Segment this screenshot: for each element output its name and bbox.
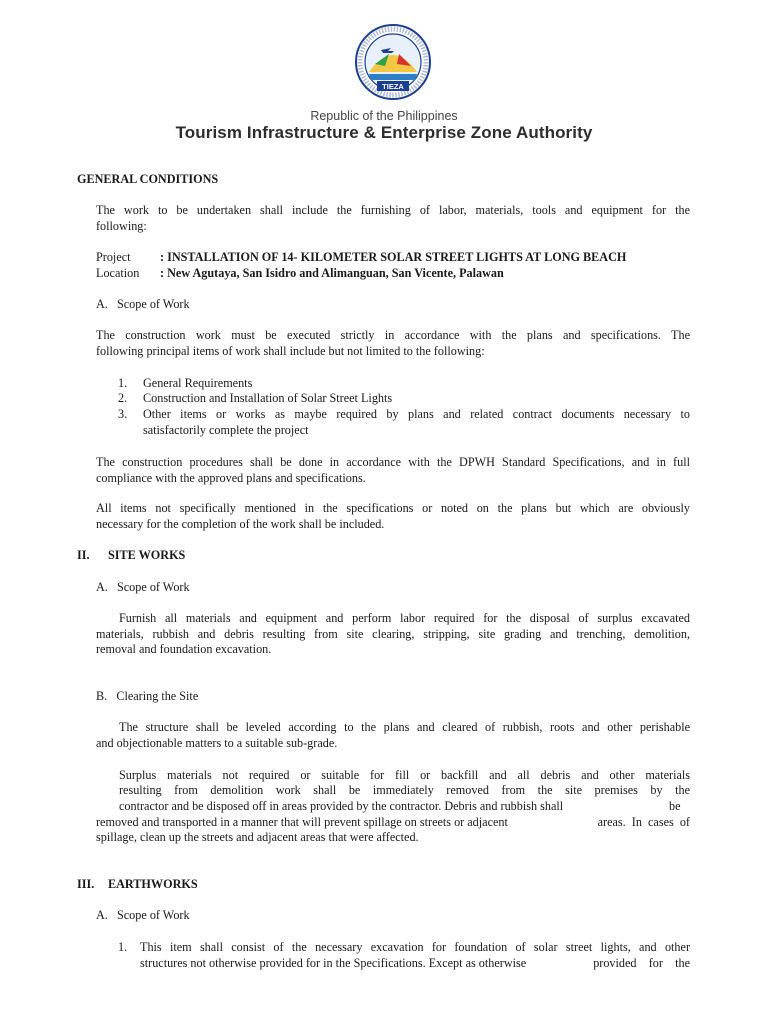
intro-line-1: The work to be undertaken shall include the furnishing of labor, materials, tools and equipment for the — [96, 203, 690, 217]
earthworks-heading: EARTHWORKS — [108, 877, 198, 891]
project-label: Project — [96, 250, 131, 264]
list-item-number: 1. — [118, 376, 128, 390]
letterhead — [0, 0, 768, 160]
earthworks-scope-heading: A. Scope of Work — [96, 908, 190, 922]
surplus-line-4-end: areas. In cases of — [597, 815, 690, 829]
location-value: : New Agutaya, San Isidro and Alimanguan, San Vicente, Palawan — [160, 266, 504, 280]
procedures-line-2: compliance with the approved plans and specifications. — [96, 471, 366, 485]
list-item-text: Other items or works as maybe required by plans and related contract documents necessary to — [143, 407, 690, 421]
list-item-text: Construction and Installation of Solar Street Lights — [143, 391, 393, 405]
site-scope-line-2: materials, rubbish and debris resulting from site clearing, stripping, site grading and trenching, demolition, — [96, 627, 690, 641]
logo-text: TIEZA — [382, 82, 404, 91]
list-item-number: 2. — [118, 391, 128, 405]
section-number: III. — [77, 877, 95, 891]
surplus-line-4: removed and transported in a manner that will prevent spillage on streets or adjacent — [96, 815, 508, 829]
earthworks-item-line-2-end: provided for the — [593, 956, 690, 970]
clearing-line-2: and objectionable matters to a suitable sub-grade. — [96, 736, 338, 750]
section-number: II. — [77, 548, 90, 562]
project-value: : INSTALLATION OF 14- KILOMETER SOLAR STREET LIGHTS AT LONG BEACH — [160, 250, 627, 264]
clearing-site-heading: B. Clearing the Site — [96, 689, 199, 703]
surplus-line-2: resulting from demolition work shall be immediately removed from the site premises by the — [119, 783, 690, 797]
scope-of-work-heading: A. Scope of Work — [96, 297, 190, 311]
scope-paragraph-line-2: following principal items of work shall include but not limited to the following: — [96, 344, 485, 358]
list-item-text: General Requirements — [143, 376, 253, 390]
surplus-line-5: spillage, clean up the streets and adjacent areas that were affected. — [96, 830, 419, 844]
location-label: Location — [96, 266, 140, 280]
all-items-line-2: necessary for the completion of the work shall be included. — [96, 517, 385, 531]
republic-line: Republic of the Philippines — [310, 109, 458, 123]
list-item-number: 1. — [118, 940, 128, 954]
clearing-line-1: The structure shall be leveled according to the plans and cleared of rubbish, roots and other perishable — [119, 720, 690, 734]
earthworks-item-line-1: This item shall consist of the necessary excavation for foundation of solar street lights, and other — [140, 940, 690, 954]
site-works-heading: SITE WORKS — [108, 548, 186, 562]
site-scope-line-3: removal and foundation excavation. — [96, 642, 272, 656]
surplus-line-3-end: be — [669, 799, 681, 813]
intro-line-2: following: — [96, 219, 147, 233]
surplus-line-1: Surplus materials not required or suitable for fill or backfill and all debris and other materials — [119, 768, 690, 782]
earthworks-item-line-2: structures not otherwise provided for in the Specifications. Except as otherwise — [140, 956, 527, 970]
agency-name: Tourism Infrastructure & Enterprise Zone Authority — [175, 123, 593, 142]
tieza-logo-seal — [355, 24, 431, 100]
site-scope-heading: A. Scope of Work — [96, 580, 190, 594]
surplus-line-3: contractor and be disposed off in areas provided by the contractor. Debris and rubbish shall — [119, 799, 564, 813]
list-item-number: 3. — [118, 407, 128, 421]
scope-paragraph-line-1: The construction work must be executed strictly in accordance with the plans and specifications. The — [96, 328, 690, 342]
all-items-line-1: All items not specifically mentioned in the specifications or noted on the plans but which are obviously — [96, 501, 690, 515]
site-scope-line-1: Furnish all materials and equipment and perform labor required for the disposal of surplus excavated — [119, 611, 690, 625]
list-item-text-continued: satisfactorily complete the project — [143, 423, 309, 437]
general-conditions-heading: GENERAL CONDITIONS — [77, 172, 219, 186]
procedures-line-1: The construction procedures shall be done in accordance with the DPWH Standard Specifications, and in full — [96, 455, 690, 469]
